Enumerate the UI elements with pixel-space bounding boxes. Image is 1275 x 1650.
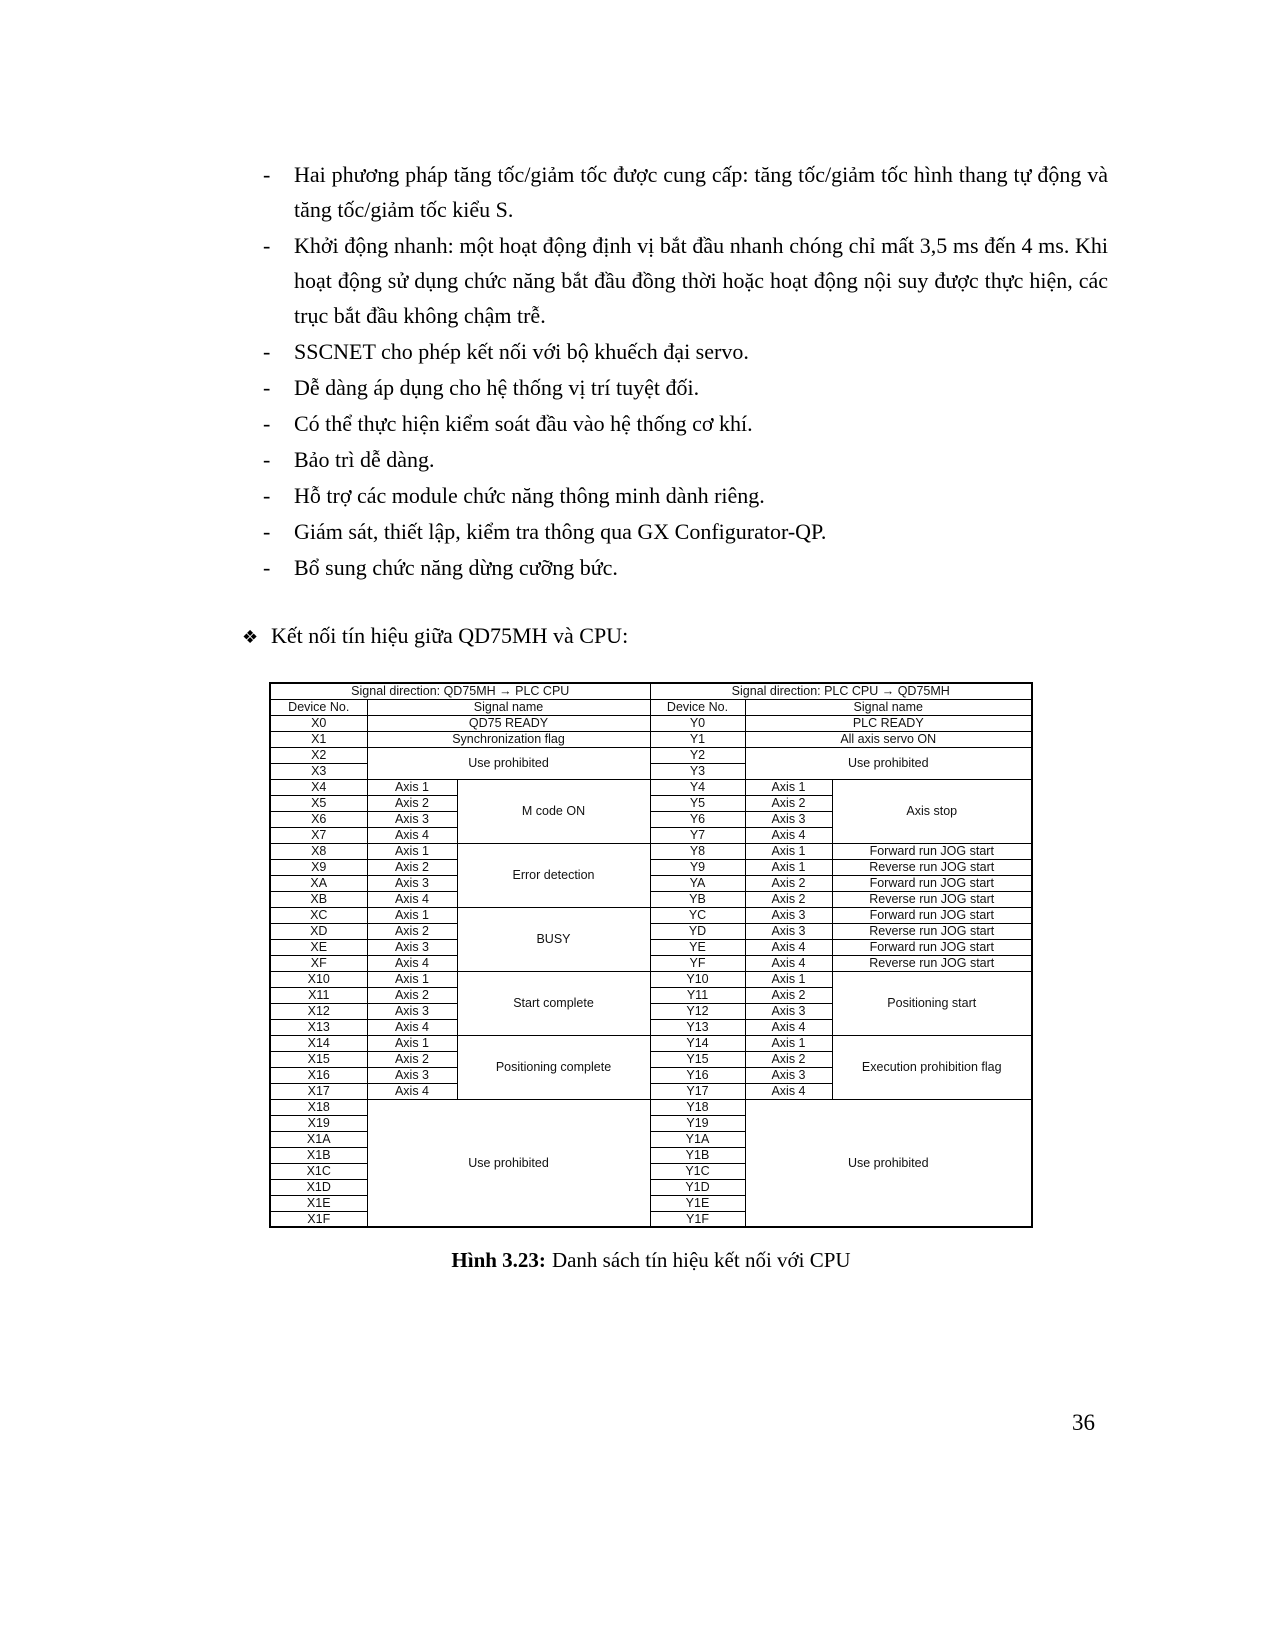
device-cell: XF <box>270 955 367 971</box>
table-row <box>270 747 1032 763</box>
bullet-marker: - <box>263 233 271 258</box>
bullet-text: Có thể thực hiện kiểm soát đầu vào hệ thống cơ khí. <box>294 411 753 436</box>
device-cell: X16 <box>270 1067 367 1083</box>
list-item <box>263 514 1108 549</box>
device-cell: Y17 <box>650 1083 745 1099</box>
device-cell: X4 <box>270 779 367 795</box>
axis-cell: Axis 2 <box>367 859 457 875</box>
bullet-marker: - <box>263 519 271 544</box>
device-cell: Y11 <box>650 987 745 1003</box>
signal-cell: All axis servo ON <box>745 731 1032 747</box>
axis-cell: Axis 3 <box>745 1003 832 1019</box>
device-cell: Y4 <box>650 779 745 795</box>
bullet-marker: - <box>263 447 271 472</box>
device-cell: X6 <box>270 811 367 827</box>
bullet-marker: - <box>263 483 271 508</box>
bullet-text: Bổ sung chức năng dừng cưỡng bức. <box>294 555 618 580</box>
col-header-device-left: Device No. <box>270 699 367 715</box>
signal-table-wrapper <box>269 682 1033 1228</box>
device-cell: Y3 <box>650 763 745 779</box>
device-cell: X1F <box>270 1211 367 1227</box>
device-cell: YC <box>650 907 745 923</box>
table-row <box>270 715 1032 731</box>
bullet-text: Bảo trì dễ dàng. <box>294 447 435 472</box>
device-cell: Y1A <box>650 1131 745 1147</box>
device-cell: XA <box>270 875 367 891</box>
section-title: Kết nối tín hiệu giữa QD75MH và CPU: <box>271 623 629 648</box>
axis-cell: Axis 1 <box>367 907 457 923</box>
device-cell: X18 <box>270 1099 367 1115</box>
device-cell: X2 <box>270 747 367 763</box>
signal-cell: Use prohibited <box>367 747 650 779</box>
axis-cell: Axis 3 <box>745 811 832 827</box>
axis-cell: Axis 1 <box>367 971 457 987</box>
diamond-bullet-icon: ❖ <box>242 627 259 648</box>
device-cell: Y1E <box>650 1195 745 1211</box>
device-cell: X1B <box>270 1147 367 1163</box>
signal-cell: Execution prohibition flag <box>832 1035 1032 1099</box>
col-header-device-right: Device No. <box>650 699 745 715</box>
bullet-text: Khởi động nhanh: một hoạt động định vị bắt đầu nhanh chóng chỉ mất 3,5 ms đến 4 ms. Khi hoạt động sử dụng chức năng bắt đầu đồng thời hoặc hoạt động nội suy được thực hiện, các trục bắt đầu không chậm trễ. <box>294 233 1108 328</box>
signal-cell: Use prohibited <box>367 1099 650 1227</box>
signal-cell: Start complete <box>457 971 650 1035</box>
section-heading <box>242 618 1108 655</box>
axis-cell: Axis 2 <box>745 875 832 891</box>
axis-cell: Axis 3 <box>745 907 832 923</box>
device-cell: Y16 <box>650 1067 745 1083</box>
list-item <box>263 550 1108 585</box>
list-item <box>263 442 1108 477</box>
table-row <box>270 843 1032 859</box>
device-cell: X19 <box>270 1115 367 1131</box>
device-cell: Y14 <box>650 1035 745 1051</box>
list-item <box>263 370 1108 405</box>
device-cell: X1E <box>270 1195 367 1211</box>
device-cell: Y1 <box>650 731 745 747</box>
device-cell: X10 <box>270 971 367 987</box>
axis-cell: Axis 2 <box>367 923 457 939</box>
signal-cell: Error detection <box>457 843 650 907</box>
device-cell: X1 <box>270 731 367 747</box>
axis-cell: Axis 1 <box>367 779 457 795</box>
device-cell: Y5 <box>650 795 745 811</box>
bullet-marker: - <box>263 375 271 400</box>
signal-cell: Use prohibited <box>745 747 1032 779</box>
list-item <box>263 334 1108 369</box>
axis-cell: Axis 1 <box>745 971 832 987</box>
table-row <box>270 939 1032 955</box>
list-item <box>263 228 1108 333</box>
device-cell: Y19 <box>650 1115 745 1131</box>
signal-cell: Reverse run JOG start <box>832 859 1032 875</box>
axis-cell: Axis 4 <box>367 827 457 843</box>
device-cell: Y1B <box>650 1147 745 1163</box>
axis-cell: Axis 3 <box>367 875 457 891</box>
table-row <box>270 731 1032 747</box>
device-cell: XE <box>270 939 367 955</box>
axis-cell: Axis 4 <box>367 955 457 971</box>
device-cell: X7 <box>270 827 367 843</box>
table-row <box>270 875 1032 891</box>
content-area <box>242 157 1108 1273</box>
axis-cell: Axis 2 <box>367 1051 457 1067</box>
axis-cell: Axis 3 <box>367 939 457 955</box>
figure-caption <box>263 1248 1039 1273</box>
device-cell: YD <box>650 923 745 939</box>
signal-cell: Axis stop <box>832 779 1032 843</box>
bullet-text: Dễ dàng áp dụng cho hệ thống vị trí tuyệt đối. <box>294 375 700 400</box>
table-row <box>270 779 1032 795</box>
device-cell: Y2 <box>650 747 745 763</box>
axis-cell: Axis 1 <box>745 843 832 859</box>
device-cell: XB <box>270 891 367 907</box>
axis-cell: Axis 4 <box>367 891 457 907</box>
device-cell: Y8 <box>650 843 745 859</box>
table-row <box>270 907 1032 923</box>
signal-cell: Reverse run JOG start <box>832 955 1032 971</box>
table-row <box>270 923 1032 939</box>
axis-cell: Axis 1 <box>745 779 832 795</box>
signal-cell: Forward run JOG start <box>832 875 1032 891</box>
axis-cell: Axis 4 <box>745 939 832 955</box>
axis-cell: Axis 4 <box>367 1083 457 1099</box>
signal-cell: Use prohibited <box>745 1099 1032 1227</box>
axis-cell: Axis 3 <box>745 1067 832 1083</box>
device-cell: X13 <box>270 1019 367 1035</box>
axis-cell: Axis 3 <box>367 811 457 827</box>
direction-header-left: Signal direction: QD75MH → PLC CPU <box>270 683 650 699</box>
axis-cell: Axis 2 <box>367 795 457 811</box>
signal-cell: Positioning start <box>832 971 1032 1035</box>
axis-cell: Axis 2 <box>745 795 832 811</box>
signal-cell: PLC READY <box>745 715 1032 731</box>
column-header-row <box>270 699 1032 715</box>
signal-table <box>269 682 1033 1228</box>
axis-cell: Axis 2 <box>367 987 457 1003</box>
device-cell: X15 <box>270 1051 367 1067</box>
axis-cell: Axis 1 <box>367 1035 457 1051</box>
device-cell: Y13 <box>650 1019 745 1035</box>
signal-cell: QD75 READY <box>367 715 650 731</box>
device-cell: X0 <box>270 715 367 731</box>
axis-cell: Axis 2 <box>745 891 832 907</box>
axis-cell: Axis 1 <box>745 859 832 875</box>
direction-header-row <box>270 683 1032 699</box>
device-cell: X12 <box>270 1003 367 1019</box>
bullet-text: SSCNET cho phép kết nối với bộ khuếch đại servo. <box>294 339 749 364</box>
bullet-marker: - <box>263 411 271 436</box>
col-header-signal-right: Signal name <box>745 699 1032 715</box>
signal-cell: Reverse run JOG start <box>832 891 1032 907</box>
feature-list <box>263 157 1108 585</box>
axis-cell: Axis 1 <box>367 843 457 859</box>
bullet-marker: - <box>263 162 271 187</box>
axis-cell: Axis 3 <box>745 923 832 939</box>
list-item <box>263 406 1108 441</box>
axis-cell: Axis 4 <box>745 827 832 843</box>
device-cell: Y0 <box>650 715 745 731</box>
device-cell: Y10 <box>650 971 745 987</box>
device-cell: X1D <box>270 1179 367 1195</box>
page-number: 36 <box>1072 1410 1095 1435</box>
list-item <box>263 157 1108 227</box>
device-cell: X9 <box>270 859 367 875</box>
caption-text: Danh sách tín hiệu kết nối với CPU <box>551 1248 851 1272</box>
bullet-marker: - <box>263 339 271 364</box>
device-cell: X5 <box>270 795 367 811</box>
device-cell: Y15 <box>650 1051 745 1067</box>
signal-cell: Forward run JOG start <box>832 843 1032 859</box>
device-cell: XC <box>270 907 367 923</box>
axis-cell: Axis 4 <box>745 955 832 971</box>
bullet-text: Hỗ trợ các module chức năng thông minh dành riêng. <box>294 483 765 508</box>
device-cell: Y6 <box>650 811 745 827</box>
device-cell: XD <box>270 923 367 939</box>
device-cell: Y1D <box>650 1179 745 1195</box>
axis-cell: Axis 2 <box>745 987 832 1003</box>
signal-cell: M code ON <box>457 779 650 843</box>
bullet-text: Hai phương pháp tăng tốc/giảm tốc được cung cấp: tăng tốc/giảm tốc hình thang tự động và tăng tốc/giảm tốc kiểu S. <box>294 162 1108 222</box>
device-cell: X1A <box>270 1131 367 1147</box>
device-cell: Y7 <box>650 827 745 843</box>
list-item <box>263 478 1108 513</box>
device-cell: X8 <box>270 843 367 859</box>
signal-cell: Forward run JOG start <box>832 907 1032 923</box>
axis-cell: Axis 4 <box>745 1019 832 1035</box>
direction-header-right: Signal direction: PLC CPU → QD75MH <box>650 683 1032 699</box>
device-cell: YF <box>650 955 745 971</box>
device-cell: X11 <box>270 987 367 1003</box>
device-cell: Y12 <box>650 1003 745 1019</box>
signal-cell: Reverse run JOG start <box>832 923 1032 939</box>
device-cell: Y1F <box>650 1211 745 1227</box>
table-row <box>270 1099 1032 1115</box>
device-cell: Y1C <box>650 1163 745 1179</box>
device-cell: X3 <box>270 763 367 779</box>
table-row <box>270 1035 1032 1051</box>
signal-cell: Positioning complete <box>457 1035 650 1099</box>
device-cell: Y18 <box>650 1099 745 1115</box>
axis-cell: Axis 4 <box>745 1083 832 1099</box>
signal-cell: BUSY <box>457 907 650 971</box>
caption-label: Hình 3.23: <box>451 1248 546 1272</box>
device-cell: X1C <box>270 1163 367 1179</box>
signal-cell: Synchronization flag <box>367 731 650 747</box>
table-row <box>270 891 1032 907</box>
device-cell: X14 <box>270 1035 367 1051</box>
device-cell: YA <box>650 875 745 891</box>
table-row <box>270 859 1032 875</box>
signal-cell: Forward run JOG start <box>832 939 1032 955</box>
axis-cell: Axis 1 <box>745 1035 832 1051</box>
bullet-text: Giám sát, thiết lập, kiểm tra thông qua GX Configurator-QP. <box>294 519 827 544</box>
axis-cell: Axis 3 <box>367 1003 457 1019</box>
device-cell: X17 <box>270 1083 367 1099</box>
table-row <box>270 971 1032 987</box>
bullet-marker: - <box>263 555 271 580</box>
axis-cell: Axis 4 <box>367 1019 457 1035</box>
col-header-signal-left: Signal name <box>367 699 650 715</box>
device-cell: YE <box>650 939 745 955</box>
table-row <box>270 955 1032 971</box>
device-cell: Y9 <box>650 859 745 875</box>
axis-cell: Axis 2 <box>745 1051 832 1067</box>
device-cell: YB <box>650 891 745 907</box>
axis-cell: Axis 3 <box>367 1067 457 1083</box>
